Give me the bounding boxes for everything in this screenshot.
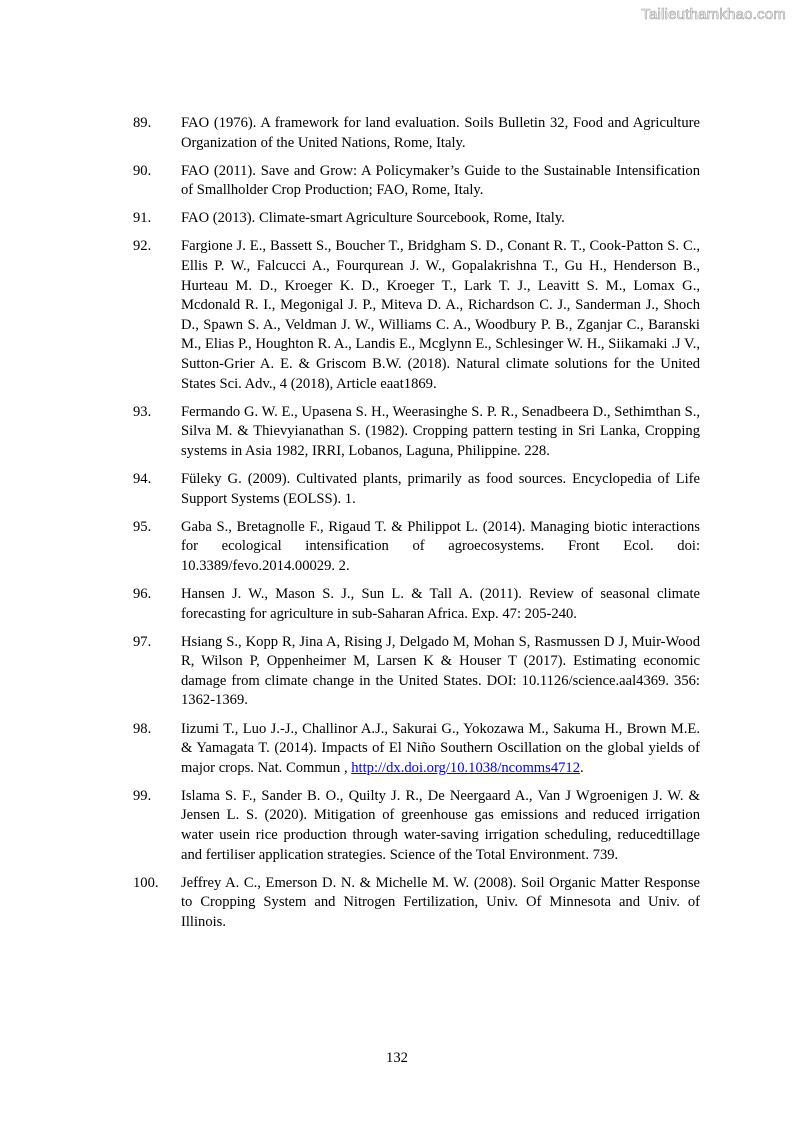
reference-text: Fermando G. W. E., Upasena S. H., Weerasinghe S. P. R., Senadbeera D., Sethimthan S., Silva M. & Thievyianathan S. (1982). Cropping pattern testing in Sri Lanka, Cropping systems in Asia 1982, IRRI, Lobanos, Laguna, Philippine. 228. bbox=[181, 403, 700, 459]
reference-number: 92. bbox=[133, 238, 152, 255]
reference-number: 100. bbox=[133, 874, 159, 891]
reference-text: Hansen J. W., Mason S. J., Sun L. & Tall A. (2011). Review of seasonal climate forecasting for agriculture in sub-Saharan Africa. Exp. 47: 205-240. bbox=[181, 585, 700, 622]
reference-text: Füleky G. (2009). Cultivated plants, primarily as food sources. Encyclopedia of Life Support Systems (EOLSS). 1. bbox=[181, 471, 700, 507]
reference-text: Hsiang S., Kopp R, Jina A, Rising J, Delgado M, Mohan S, Rasmussen D J, Muir-Wood R, Wilson P, Oppenheimer M, Larsen K & Houser T (2017). Estimating economic damage from climate change in the United States. DOI: 10.1126/science.aal4369. 356: 1362-1369. bbox=[181, 633, 700, 709]
reference-text bbox=[181, 720, 700, 779]
watermark: Tailieuthamkhao.com bbox=[641, 6, 786, 23]
reference-number: 96. bbox=[133, 585, 152, 602]
reference-text: Jeffrey A. C., Emerson D. N. & Michelle M. W. (2008). Soil Organic Matter Response to Cropping System and Nitrogen Fertilization, Univ. Of Minnesota and Univ. of Illinois. bbox=[181, 874, 700, 930]
reference-number: 95. bbox=[133, 518, 152, 535]
reference-item-97 bbox=[133, 633, 700, 711]
reference-item-90 bbox=[133, 162, 700, 201]
reference-item-98 bbox=[133, 720, 700, 779]
reference-item-93 bbox=[133, 403, 700, 462]
reference-number: 98. bbox=[133, 720, 152, 737]
reference-number: 93. bbox=[133, 403, 152, 420]
reference-number: 94. bbox=[133, 471, 152, 487]
reference-text-tail: . bbox=[580, 759, 584, 776]
reference-item-95 bbox=[133, 518, 700, 577]
reference-text: Fargione J. E., Bassett S., Boucher T., Bridgham S. D., Conant R. T., Cook-Patton S. C., Ellis P. W., Falcucci A., Fourqurean J. W., Gopalakrishna T., Gu H., Henderson B., Hurteau M. D., Kroeger K. D., Kroeger T., Lark T. J., Leavitt S. M., Lomax G., Mcdonald R. I., Megonigal J. P., Miteva D. A., Richardson C. J., Sanderman J., Shoch D., Spawn S. A., Veldman J. W., Williams C. A., Woodbury P. B., Zganjar C., Baranski M., Elias P., Houghton R. A., Landis E., Mcglynn E., Schlesinger W. H., Siikamaki .J V., Sutton-Grier A. E. & Griscom B.W. (2018). Natural climate solutions for the United States Sci. Adv., 4 (2018), Article eaat1869. bbox=[181, 238, 700, 392]
reference-number: 99. bbox=[133, 787, 152, 804]
reference-item-96 bbox=[133, 585, 700, 624]
reference-item-91 bbox=[133, 209, 700, 229]
doi-link[interactable]: http://dx.doi.org/10.1038/ncomms4712 bbox=[351, 759, 581, 776]
reference-number: 90. bbox=[133, 162, 152, 179]
reference-text: Islama S. F., Sander B. O., Quilty J. R., De Neergaard A., Van J Wgroenigen J. W. & Jensen L. S. (2020). Mitigation of greenhouse gas emissions and reduced irrigation water usein rice production through water-saving irrigation scheduling, reducedtillage and fertiliser application strategies. Science of the Total Environment. 739. bbox=[181, 787, 700, 863]
page-number: 132 bbox=[386, 1050, 408, 1066]
reference-item-100 bbox=[133, 874, 700, 933]
reference-list bbox=[133, 114, 700, 941]
reference-text-body: Iizumi T., Luo J.-J., Challinor A.J., Sakurai G., Yokozawa M., Sakuma H., Brown M.E. & Yamagata T. (2014). Impacts of El Niño Southern Oscillation on the global yields of major crops. Nat. Commun , bbox=[181, 720, 700, 776]
reference-text: FAO (1976). A framework for land evaluation. Soils Bulletin 32, Food and Agriculture Organization of the United Nations, Rome, Italy. bbox=[181, 115, 700, 151]
reference-item-92 bbox=[133, 237, 700, 394]
reference-text: FAO (2013). Climate-smart Agriculture Sourcebook, Rome, Italy. bbox=[181, 210, 565, 227]
reference-number: 97. bbox=[133, 633, 152, 650]
reference-text: FAO (2011). Save and Grow: A Policymaker’s Guide to the Sustainable Intensification of Smallholder Crop Production; FAO, Rome, Italy. bbox=[181, 162, 700, 199]
reference-text: Gaba S., Bretagnolle F., Rigaud T. & Philippot L. (2014). Managing biotic interactions for ecological intensification of agroecosystems. Front Ecol. doi: 10.3389/fevo.2014.00029. 2. bbox=[181, 518, 700, 574]
reference-number: 91. bbox=[133, 210, 152, 227]
reference-item-99 bbox=[133, 787, 700, 865]
reference-number: 89. bbox=[133, 115, 152, 131]
reference-item-89 bbox=[133, 114, 700, 153]
reference-item-94 bbox=[133, 470, 700, 509]
